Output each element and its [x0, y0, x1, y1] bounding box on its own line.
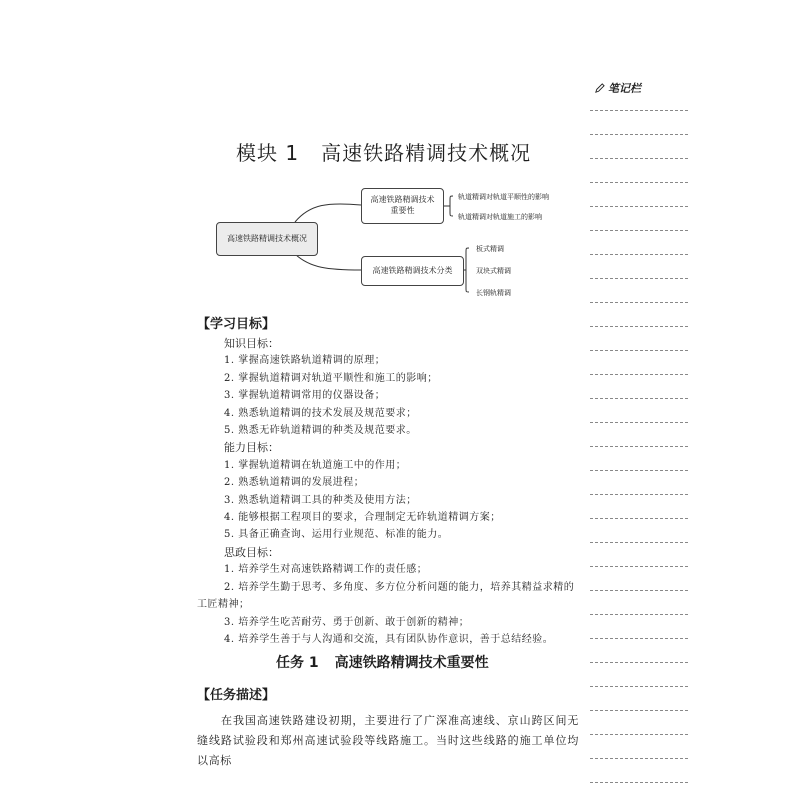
mind-map-branch-importance: 高速铁路精调技术重要性: [361, 188, 444, 224]
note-line: [590, 326, 688, 327]
note-line: [590, 638, 688, 639]
ability-label: 能力目标：: [224, 441, 279, 455]
note-line: [590, 566, 688, 567]
objective-item: 5. 熟悉无砟轨道精调的种类及规范要求。: [224, 425, 417, 437]
objective-item: 3. 熟悉轨道精调工具的种类及使用方法；: [224, 494, 417, 506]
note-line: [590, 398, 688, 399]
objective-item: 2. 培养学生勤于思考、多角度、多方位分析问题的能力，培养其精益求精的: [224, 581, 575, 593]
note-line: [590, 182, 688, 183]
note-line: [590, 494, 688, 495]
objective-item: 4. 培养学生善于与人沟通和交流，具有团队协作意识，善于总结经验。: [224, 633, 554, 645]
note-line: [590, 470, 688, 471]
note-line: [590, 518, 688, 519]
knowledge-label: 知识目标：: [224, 337, 279, 350]
objective-item-continuation: 工匠精神；: [197, 599, 250, 611]
task-name: 高速铁路精调技术重要性: [334, 655, 489, 671]
mind-map-leaf: 板式精调: [476, 245, 504, 253]
mind-map-branch-classification: 高速铁路精调技术分类: [361, 256, 464, 286]
note-line: [590, 710, 688, 711]
note-line: [590, 254, 688, 255]
mind-map-leaf: 长钢轨精调: [476, 289, 511, 297]
note-line: [590, 686, 688, 687]
note-line: [590, 110, 688, 111]
note-line: [590, 662, 688, 663]
note-line: [590, 542, 688, 543]
note-line: [590, 158, 688, 159]
note-line: [590, 422, 688, 423]
objective-item: 3. 掌握轨道精调常用的仪器设备；: [224, 390, 386, 402]
task-number: 任务 1: [276, 655, 319, 671]
note-line: [590, 782, 688, 783]
note-line: [590, 302, 688, 303]
ideology-label: 思政目标：: [224, 545, 279, 559]
objectives-heading: 【学习目标】: [197, 317, 276, 332]
note-line: [590, 350, 688, 351]
module-number: 模块 1: [236, 141, 300, 165]
note-line: [590, 758, 688, 759]
mind-map-leaf: 轨道精调对轨道平顺性的影响: [458, 193, 549, 201]
note-line: [590, 206, 688, 207]
objective-item: 5. 具备正确查询、运用行业规范、标准的能力。: [224, 529, 449, 541]
note-line: [590, 446, 688, 447]
mind-map-leaf: 双块式精调: [476, 267, 511, 275]
objective-item: 2. 掌握轨道精调对轨道平顺性和施工的影响；: [224, 372, 438, 384]
note-line: [590, 374, 688, 375]
pencil-icon: [594, 83, 605, 94]
note-column-title: 笔记栏: [608, 82, 641, 95]
objective-item: 1. 掌握高速铁路轨道精调的原理；: [224, 355, 386, 367]
mind-map-root: 高速铁路精调技术概况: [216, 222, 318, 256]
objective-item: 1. 培养学生对高速铁路精调工作的责任感；: [224, 564, 428, 576]
objective-item: 4. 熟悉轨道精调的技术发展及规范要求；: [224, 407, 417, 419]
note-line: [590, 614, 688, 615]
mind-map-leaf: 轨道精调对轨道施工的影响: [458, 213, 542, 221]
note-line: [590, 230, 688, 231]
objectives-list: [197, 335, 584, 648]
module-title: [236, 137, 531, 166]
task-description-heading: 【任务描述】: [197, 688, 276, 703]
module-name: 高速铁路精调技术概况: [321, 141, 532, 165]
note-column-header: [594, 80, 641, 96]
task-title: [276, 652, 489, 672]
note-line: [590, 734, 688, 735]
note-line: [590, 278, 688, 279]
objective-item: 2. 熟悉轨道精调的发展进程；: [224, 477, 365, 489]
note-line: [590, 134, 688, 135]
objective-item: 3. 培养学生吃苦耐劳、勇于创新、敢于创新的精神；: [224, 616, 470, 628]
task-description-text: 在我国高速铁路建设初期，主要进行了广深准高速线、京山跨区间无缝线路试验段和郑州高速试验段等线路施工。当时这些线路的施工单位均以高标: [197, 714, 579, 767]
note-line: [590, 590, 688, 591]
objective-item: 4. 能够根据工程项目的要求，合理制定无砟轨道精调方案；: [224, 512, 501, 524]
objective-item: 1. 掌握轨道精调在轨道施工中的作用；: [224, 459, 407, 471]
mind-map: [200, 182, 580, 302]
